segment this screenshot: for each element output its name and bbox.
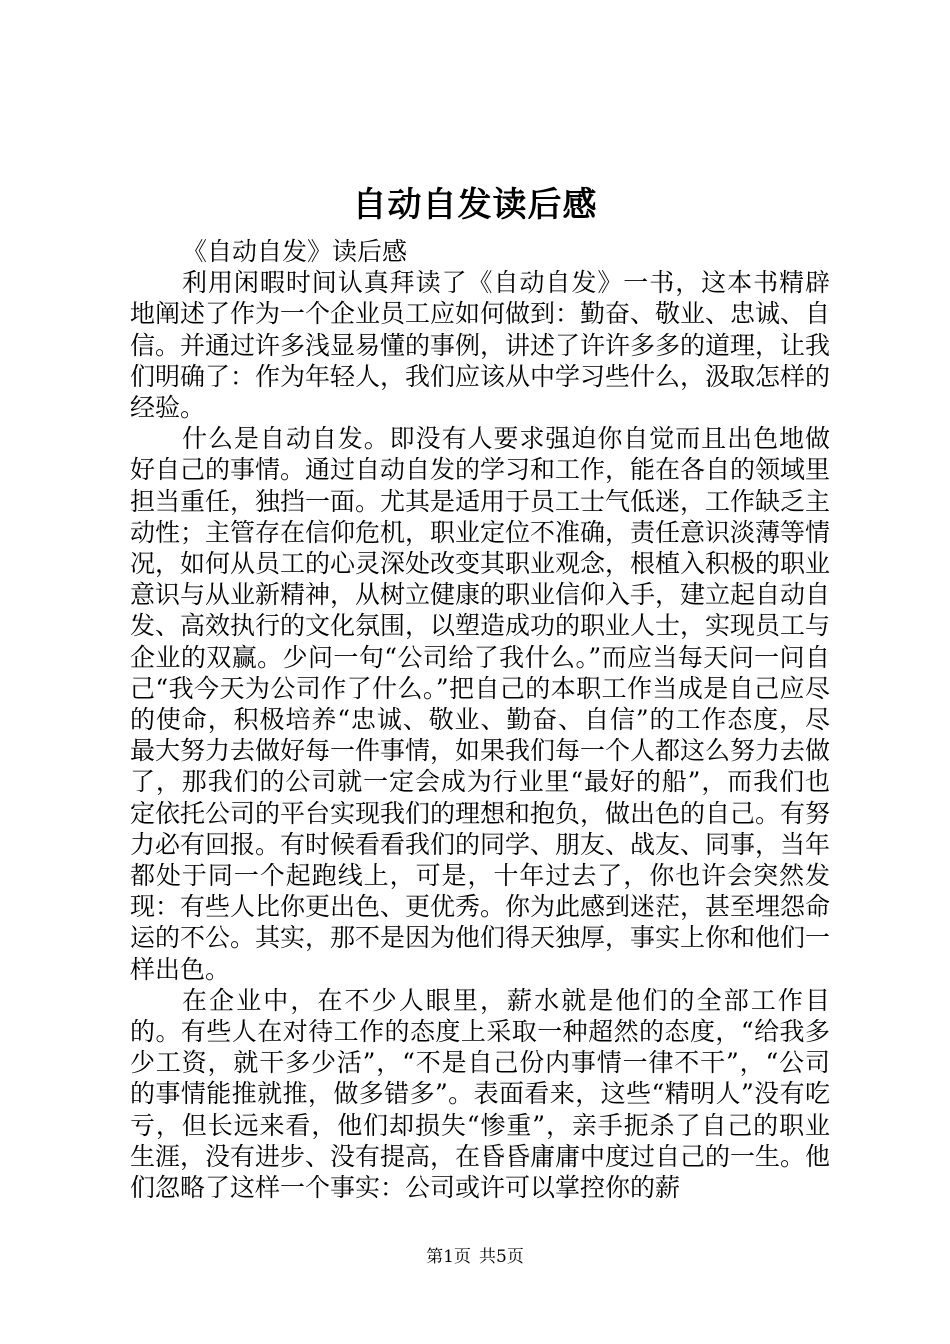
body-paragraph: 利用闲暇时间认真拜读了《自动自发》一书，这本书精辟地阐述了作为一个企业员工应如何做到：勤奋、敬业、忠诚、自信。并通过许多浅显易懂的事例，讲述了许许多多的道理，让我们明确了：作为年轻人，我们应该从中学习些什么，汲取怎样的经验。 (130, 268, 831, 423)
body-paragraph: 什么是自动自发。即没有人要求强迫你自觉而且出色地做好自己的事情。通过自动自发的学习和工作，能在各自的领域里担当重任，独挡一面。尤其是适用于员工士气低迷，工作缺乏主动性；主管存在信仰危机，职业定位不准确，责任意识淡薄等情况，如何从员工的心灵深处改变其职业观念，根植入积极的职业意识与从业新精神，从树立健康的职业信仰入手，建立起自动自发、高效执行的文化氛围，以塑造成功的职业人士，实现员工与企业的双赢。少问一句“公司给了我什么。”而应当每天问一问自己“我今天为公司作了什么。”把自己的本职工作当成是自己应尽的使命，积极培养“忠诚、敬业、勤奋、自信”的工作态度，尽最大努力去做好每一件事情，如果我们每一个人都这么努力去做了，那我们的公司就一定会成为行业里“最好的船”，而我们也定依托公司的平台实现我们的理想和抱负，做出色的自己。有努力必有回报。有时候看看我们的同学、朋友、战友、同事，当年都处于同一个起跑线上，可是，十年过去了，你也许会突然发现：有些人比你更出色、更优秀。你为此感到迷茫，甚至埋怨命运的不公。其实，那不是因为他们得天独厚，事实上你和他们一样出色。 (130, 424, 831, 984)
document-title: 自动自发读后感 (352, 185, 598, 225)
document-body (130, 236, 830, 1203)
subtitle-paragraph: 《自动自发》读后感 (182, 237, 408, 266)
body-paragraph: 在企业中，在不少人眼里，薪水就是他们的全部工作目的。有些人在对待工作的态度上采取一种超然的态度，“给我多少工资，就干多少活”，“不是自己份内事情一律不干”，“公司的事情能推就推，做多错多”。表面看来，这些“精明人”没有吃亏，但长远来看，他们却损失“惨重”，亲手扼杀了自己的职业生涯，没有进步、没有提高，在昏昏庸庸中度过自己的一生。他们忽略了这样一个事实：公司或许可以掌控你的薪 (130, 985, 831, 1203)
page-footer (0, 1245, 950, 1269)
page-total: 共5页 (479, 1247, 524, 1267)
page-number: 第1页 (426, 1247, 471, 1267)
